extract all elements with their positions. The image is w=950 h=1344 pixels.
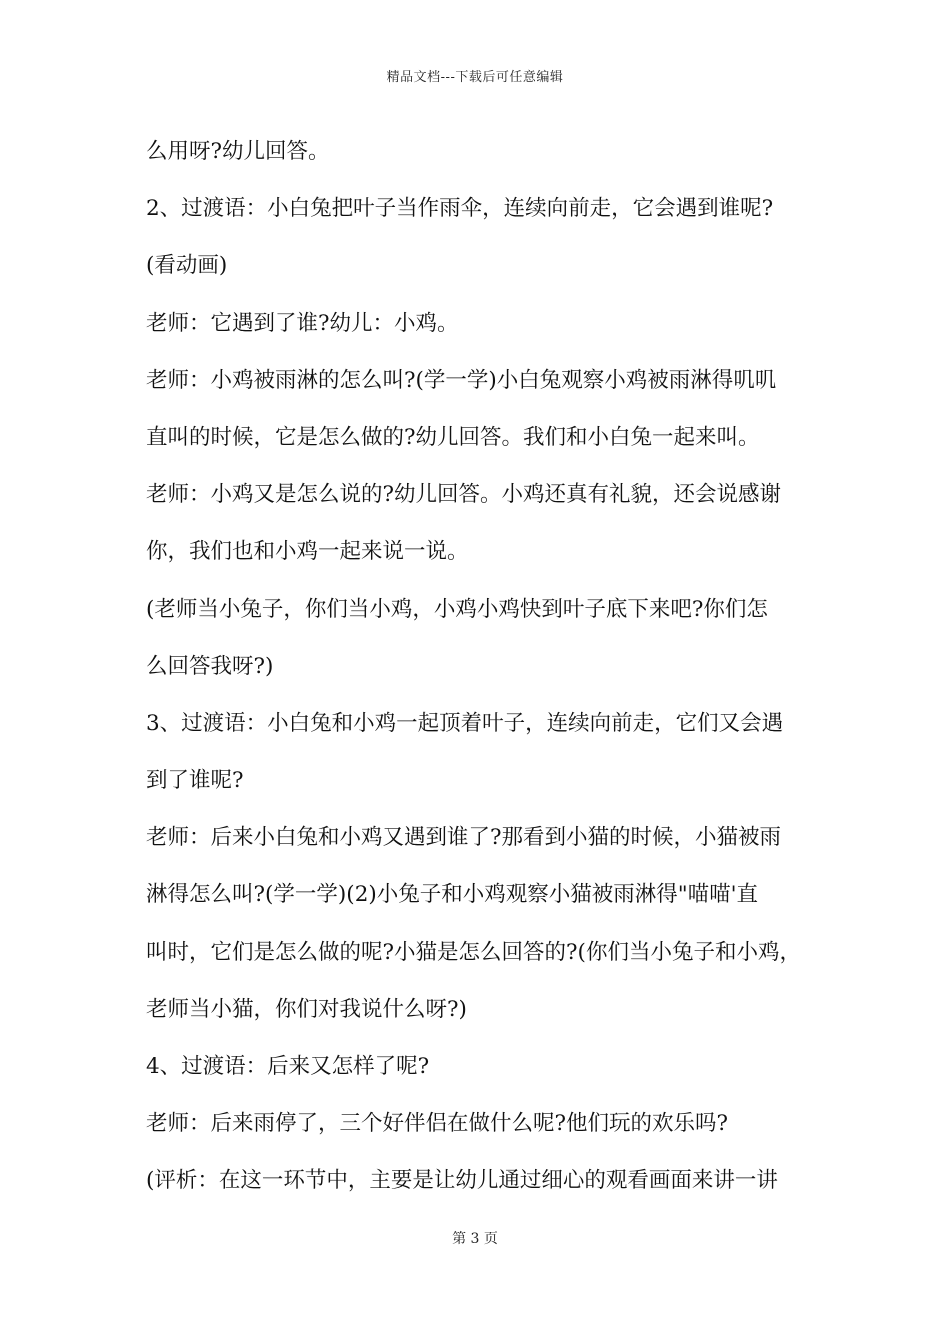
- text-line: 2、过渡语：小白兔把叶子当作雨伞，连续向前走，它会遇到谁呢?: [146, 196, 774, 222]
- text-line: 叫时，它们是怎么做的呢?小猫是怎么回答的?(你们当小兔子和小鸡，: [146, 939, 801, 965]
- text-line: 老师：后来小白兔和小鸡又遇到谁了?那看到小猫的时候，小猫被雨: [146, 825, 782, 851]
- page-number: 第 3 页: [452, 1231, 498, 1247]
- text-line: 淋得怎么叫?(学一学)(2)小兔子和小鸡观察小猫被雨淋得"喵喵'直: [146, 882, 759, 908]
- text-line: 老师：它遇到了谁?幼儿：小鸡。: [146, 310, 459, 336]
- text-line: 直叫的时候，它是怎么做的?幼儿回答。我们和小白兔一起来叫。: [146, 424, 760, 450]
- text-line: 到了谁呢?: [146, 768, 244, 794]
- text-line: 么用呀?幼儿回答。: [146, 139, 330, 164]
- text-line: 3、过渡语：小白兔和小鸡一起顶着叶子，连续向前走，它们又会遇: [146, 710, 784, 736]
- text-line: (老师当小兔子，你们当小鸡，小鸡小鸡快到叶子底下来吧?你们怎: [146, 596, 768, 622]
- document-body: [146, 133, 826, 1220]
- text-line: 么回答我呀?): [146, 653, 274, 679]
- page-header: 精品文档---下载后可任意编辑: [386, 70, 564, 85]
- text-line: 老师：小鸡又是怎么说的?幼儿回答。小鸡还真有礼貌，还会说感谢: [146, 482, 782, 508]
- text-line: (评析：在这一环节中，主要是让幼儿通过细心的观看画面来讲一讲: [146, 1168, 778, 1194]
- text-line: (看动画): [146, 253, 228, 279]
- text-line: 老师当小猫，你们对我说什么呀?): [146, 996, 467, 1022]
- text-line: 4、过渡语：后来又怎样了呢?: [146, 1054, 430, 1079]
- text-line: 你，我们也和小鸡一起来说一说。: [146, 539, 469, 565]
- text-line: 老师：后来雨停了，三个好伴侣在做什么呢?他们玩的欢乐吗?: [146, 1111, 729, 1137]
- text-line: 老师：小鸡被雨淋的怎么叫?(学一学)小白兔观察小鸡被雨淋得叽叽: [146, 367, 777, 393]
